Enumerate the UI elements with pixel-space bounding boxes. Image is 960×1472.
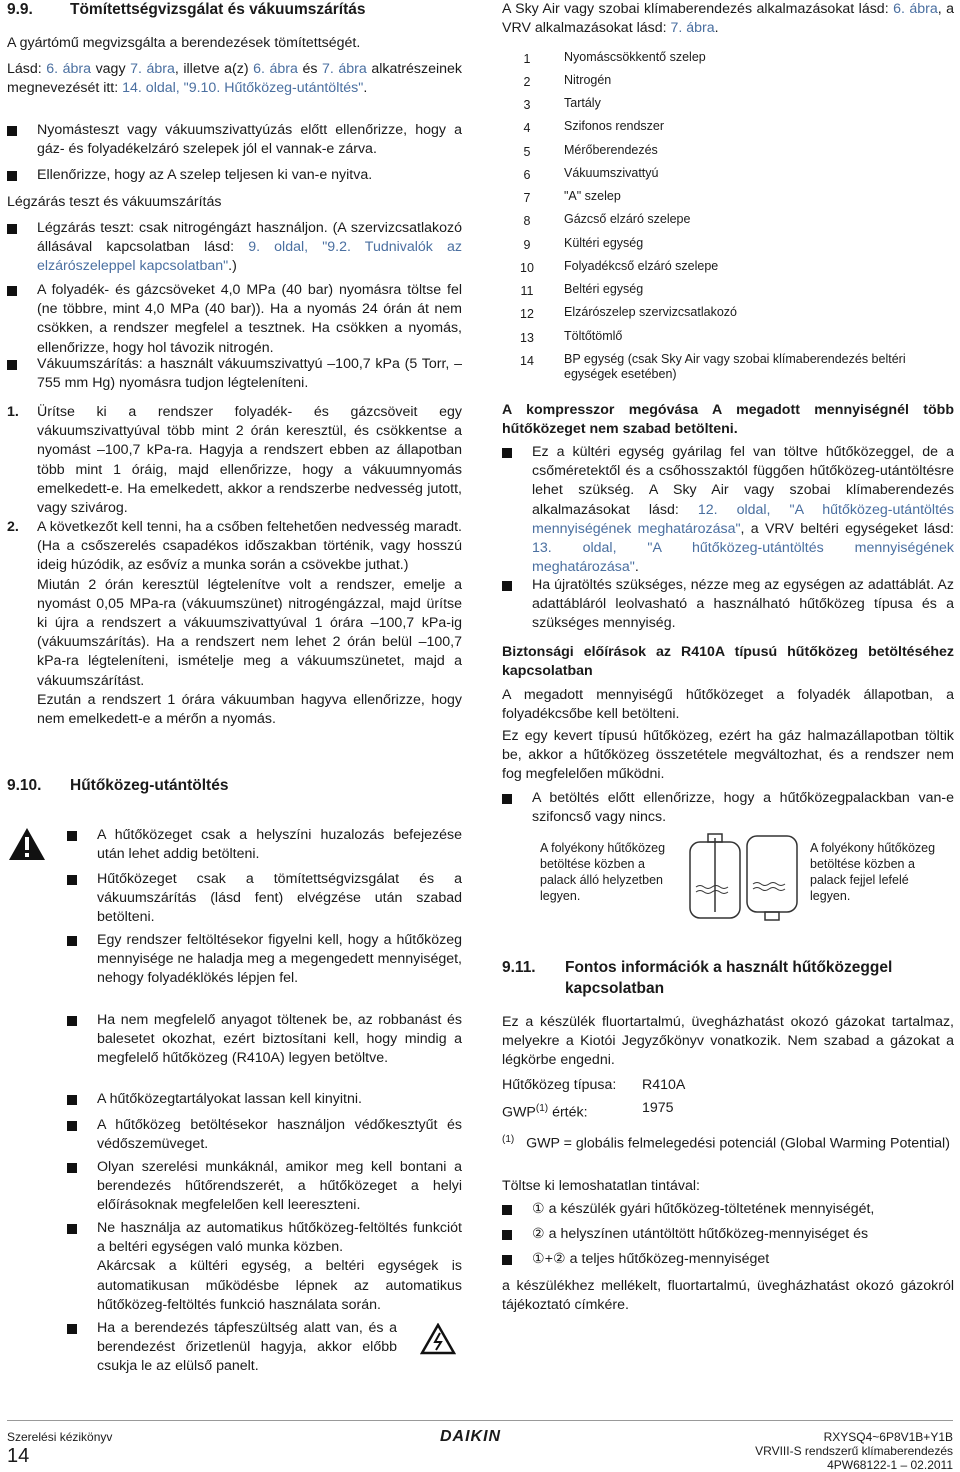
legend-label: "A" szelep <box>564 189 621 203</box>
legend-label: Kültéri egység <box>564 236 644 250</box>
paragraph-fluorinated-gases: Ez a készülék fluortartalmú, üvegházhatást okozó gázokat tartalmaz, melyekre a Kiotói Jegyzőkönyv vonatkozik. Nem szabad a gázokat a légkörbe engedni. <box>502 1014 954 1069</box>
link-page14-refill[interactable]: 14. oldal, "9.10. Hűtőközeg-utántöltés" <box>122 80 364 97</box>
bullet-square-icon <box>7 286 17 296</box>
legend-number: 8 <box>523 214 531 228</box>
section-9-11-heading: 9.11. Fontos információk a használt hűtőközeggel kapcsolatban <box>502 959 893 997</box>
bullet-square-icon <box>7 360 17 370</box>
legend-number: 11 <box>520 284 534 298</box>
legend-number: 14 <box>520 354 534 368</box>
legend-label: Vákuumszivattyú <box>564 166 659 180</box>
section-9-10-heading: 9.10. Hűtőközeg-utántöltés <box>7 777 229 794</box>
legend-label: Mérőberendezés <box>564 143 658 157</box>
legend-number: 6 <box>523 168 531 182</box>
warning-drain: Olyan szerelési munkáknál, amikor meg kell bontani a berendezés hűtőrendszerét, a hűtőközeget a helyi előírásoknak megfelelően kell leereszteni. <box>97 1158 462 1216</box>
warning-open-slowly: A hűtőközegtartályokat lassan kell kinyitni. <box>97 1090 462 1109</box>
link-page12[interactable]: 12. oldal, "A hűtőközeg-utántöltés mennyiségének meghatározása" <box>532 501 954 537</box>
footer-page-number: 14 <box>7 1445 30 1467</box>
fill-item-1: ① a készülék gyári hűtőközeg-töltetének mennyiségét, <box>532 1200 954 1219</box>
section-9-9-heading: 9.9. Tömítettségvizsgálat és vákuumszárítás <box>7 1 366 18</box>
link-fig7-b[interactable]: 7. ábra <box>322 61 367 77</box>
legend-label: Gázcső elzáró szelepe <box>564 212 691 226</box>
link-page13[interactable]: 13. oldal, "A hűtőközeg-utántöltés mennyiségének meghatározása" <box>532 540 954 576</box>
warning-front-panel: Ha a berendezés tápfeszültség alatt van, és a berendezést őrizetlenül hagyja, akkor előbb csukja le az elülső panelt. <box>97 1319 397 1377</box>
warning-wiring: A hűtőközeget csak a helyszíni huzalozás befejezése után lehet addig betölteni. <box>97 826 462 864</box>
bullet-valve-a-open: Ellenőrizze, hogy az A szelep teljesen ki van-e nyitva. <box>37 166 462 185</box>
link-fig6-r[interactable]: 6. ábra <box>893 1 938 17</box>
link-fig7[interactable]: 7. ábra <box>130 61 175 77</box>
legend-number: 12 <box>520 307 534 321</box>
legend-number: 13 <box>520 331 534 345</box>
warning-gloves: A hűtőközeg betöltésekor használjon védőkesztyűt és védőszemüveget. <box>97 1116 462 1154</box>
bullet-square-icon <box>7 224 17 234</box>
bullet-vacuum-drying: Vákuumszárítás: a használt vákuumszivattyú –100,7 kPa (5 Torr, –755 mm Hg) nyomásra tudjon légteleníteni. <box>37 355 462 393</box>
legend-label: Beltéri egység <box>564 282 644 296</box>
warning-overcharge: Egy rendszer feltöltésekor figyelni kell, hogy a hűtőközeg mennyisége ne haladja meg a megengedett mennyiséget, nehogy folyadéklökés lépjen fel. <box>97 931 462 989</box>
cylinder-inverted-icon <box>737 832 807 922</box>
refrigerant-type-row: Hűtőközeg típusa: R410A <box>502 1077 686 1093</box>
fill-item-3: ①+② a teljes hűtőközeg-mennyiséget <box>532 1250 954 1269</box>
warning-after-test: Hűtőközeget csak a tömítettségvizsgálat és a vákuumszárítás (lásd fent) elvégzése után szabad betölteni. <box>97 870 462 928</box>
footer-rule <box>7 1420 953 1421</box>
link-fig7-r[interactable]: 7. ábra <box>670 20 715 37</box>
safety-heading-r410a: Biztonsági előírások az R410A típusú hűtőközeg betöltéséhez kapcsolatban <box>502 644 954 680</box>
footnote-gwp: $^{(1)}$ GWP = globális felmelegedési potenciál (Global Warming Potential) <box>502 1134 950 1152</box>
legend-label: Tartály <box>564 96 601 110</box>
paragraph-label: a készülékhez mellékelt, fluortartalmú, üvegházhatást okozó gázokról tájékoztató címkére. <box>502 1278 954 1314</box>
warning-auto-charge: Ne használja az automatikus hűtőközeg-feltöltés funkciót a beltéri egységen való munka közben. Akárcsak a kültéri egység, a beltéri egységek is automatikusan működésbe lépnek az automatikus hűtőközeg-feltöltés funkció használata során. <box>97 1219 462 1315</box>
bullet-square-icon <box>7 126 17 136</box>
legend-label: Szifonos rendszer <box>564 119 665 133</box>
compressor-protection-heading: A kompresszor megóvása A megadott mennyiségnél több hűtőközeget nem szabad betölteni. <box>502 402 954 438</box>
link-fig6[interactable]: 6. ábra <box>46 61 92 77</box>
legend-number: 10 <box>520 261 534 275</box>
fill-item-2: ② a helyszínen utántöltött hűtőközeg-mennyiséget és <box>532 1225 954 1244</box>
paragraph-see-figures: Lásd: 6. ábra vagy 7. ábra, illetve a(z) 6. ábra és 7. ábra alkatrészeinek megnevezését itt: 14. oldal, "9.10. Hűtőközeg-utántöltés". <box>7 61 463 97</box>
footer-manual-title: Szerelési kézikönyv <box>7 1430 113 1444</box>
bullet-factory-charged: Ez a kültéri egység gyárilag fel van töltve hűtőközeggel, de a csőméretektől és a csőhosszaktól függően hűtőközeg-utántöltésre lehet szükség. A Sky Air vagy szobai klímaberendezés alkalmazásokat lásd: 12. oldal, "A hűtőközeg-utántöltés mennyiségének meghatározása", a VRV beltéri egységeket lásd: 13. oldal, "A hűtőközeg-utántöltés mennyiségének meghatározása". <box>532 443 954 577</box>
link-page9[interactable]: 9. oldal, "9.2. Tudnivalók az elzárószeleppel kapcsolatban" <box>37 239 463 275</box>
legend-label: Elzárószelep szervizcsatlakozó <box>564 305 737 319</box>
legend-number: 4 <box>523 121 531 135</box>
daikin-logo: DAIKIN <box>440 1428 502 1445</box>
step-2: 2. A következőt kell tenni, ha a csőben feltehetően nedvesség maradt. (Ha a csőszerelés csapadékos időszakban történik, vagy hosszú ideig húzódik, az esővíz a munka során a csövekbe juthat.) Miután 2 órán keresztül légtelenítve volt a rendszer, emelje a nyomást 0,05 MPa-ra (vákuumszünet) nitrogéngázzal, majd ürítse ki újra a rendszert a vákuumszivattyúval 1 órára –100,7 kPa-ig (vákuumszárítás). Ha a rendszert nem lehet 2 órán belül –100,7 kPa-ra légteleníteni, ismételje meg a vákuumszünetet, majd a vákuumszárítást. Ezután a rendszert 1 órára vákuumban hagyva ellenőrizze, hogy nem emelkedett-e a mérőn a nyomás. <box>7 519 462 728</box>
legend-number: 3 <box>523 98 531 112</box>
paragraph-liquid-state: A megadott mennyiségű hűtőközeget a folyadék állapotban, a folyadékcsőbe kell betölteni. <box>502 687 954 723</box>
legend-number: 7 <box>523 191 531 205</box>
figure-caption-upright: A folyékony hűtőközeg betöltése közben a palack álló helyzetben legyen. <box>540 841 666 903</box>
legend-number: 9 <box>523 238 531 252</box>
bullet-nitrogen-only: Légzárás teszt: csak nitrogéngázt használjon. (A szervizcsatlakozó állásával kapcsolatban lásd: 9. oldal, "9.2. Tudnivalók az elzárószeleppel kapcsolatban".) <box>37 219 462 277</box>
bullet-siphon-check: A betöltés előtt ellenőrizze, hogy a hűtőközegpalackban van-e szifoncső vagy nincs. <box>532 789 954 827</box>
bullet-pressure-test-check: Nyomásteszt vagy vákuumszivattyúzás előtt ellenőrizze, hogy a gáz- és folyadékelzáró szelepek jól el vannak-e zárva. <box>37 121 462 159</box>
paragraph-blend-type: Ez egy kevert típusú hűtőközeg, ezért ha gáz halmazállapotban töltik be, akkor a hűtőközeg összetétele megváltozhat, és a rendszer nem fog megfelelően működni. <box>502 728 954 783</box>
legend-number: 1 <box>523 52 531 66</box>
bullet-nameplate: Ha újratöltés szükséges, nézze meg az egységen az adattáblát. Az adattábláról leolvasható a használható hűtőközeg típusa és a szükséges mennyiség. <box>532 576 954 634</box>
legend-label: Nitrogén <box>564 73 612 87</box>
gwp-row: GWP$^{(1)}$ érték: 1975 <box>502 1100 674 1121</box>
legend-label: Folyadékcső elzáró szelepe <box>564 259 719 273</box>
footer-subtitle: VRVIII-S rendszerű klímaberendezés <box>755 1444 953 1458</box>
paragraph-see-applications: A Sky Air vagy szobai klímaberendezés alkalmazásokat lásd: 6. ábra, a VRV alkalmazásokat lásd: 7. ábra. <box>502 1 954 37</box>
step-1: 1. Ürítse ki a rendszer folyadék- és gázcsöveit egy vákuumszivattyúval több mint 2 órán keresztül, és csökkentse a nyomást –100,7 kPa-ra. Hagyja a rendszert ebben az állapotban több mint 1 óráig, majd ellenőrizze, hogy a vákuumnyomás emelkedett-e. Ha emelkedett, akkor a rendszerbe nedvesség jutott, vagy szivárog. <box>7 404 462 517</box>
figure-caption-inverted: A folyékony hűtőközeg betöltése közben a palack fejjel lefelé legyen. <box>810 841 936 903</box>
fill-instruction: Töltse ki lemoshatatlan tintával: <box>502 1178 700 1194</box>
footer-model: RXYSQ4~6P8V1B+Y1B <box>823 1430 953 1444</box>
legend-label: Töltőtömlő <box>564 329 623 343</box>
bullet-pressurize: A folyadék- és gázcsöveket 4,0 MPa (40 bar) nyomásra töltse fel (ne többre, mint 4,0 MPa (40 bar)). Ha a nyomás 24 órán át nem csökken, a rendszer megfelel a tesztnek. Ha csökken a nyomás, ellenőrizze, hogy hol távozik nitrogén. <box>37 281 462 358</box>
electric-hazard-icon <box>420 1323 456 1355</box>
subheading-leak-test: Légzárás teszt és vákuumszárítás <box>7 194 222 210</box>
legend-number: 5 <box>523 145 531 159</box>
legend-label: Nyomáscsökkentő szelep <box>564 50 706 64</box>
paragraph-manufacturer-tested: A gyártómű megvizsgálta a berendezések tömítettségét. <box>7 35 361 51</box>
legend-number: 2 <box>523 75 531 89</box>
footer-doc-number: 4PW68122-1 – 02.2011 <box>827 1458 953 1472</box>
bullet-square-icon <box>7 171 17 181</box>
warning-correct-refrigerant: Ha nem megfelelő anyagot töltenek be, az robbanást és balesetet okozhat, ezért biztosítani kell, hogy mindig a megfelelő hűtőközeg (R410A) legyen betöltve. <box>97 1011 462 1069</box>
warning-triangle-icon <box>7 826 47 862</box>
legend-label: BP egység (csak Sky Air vagy szobai klímaberendezés beltéri egységek esetében) <box>564 352 906 381</box>
link-fig6-b[interactable]: 6. ábra <box>253 61 298 77</box>
